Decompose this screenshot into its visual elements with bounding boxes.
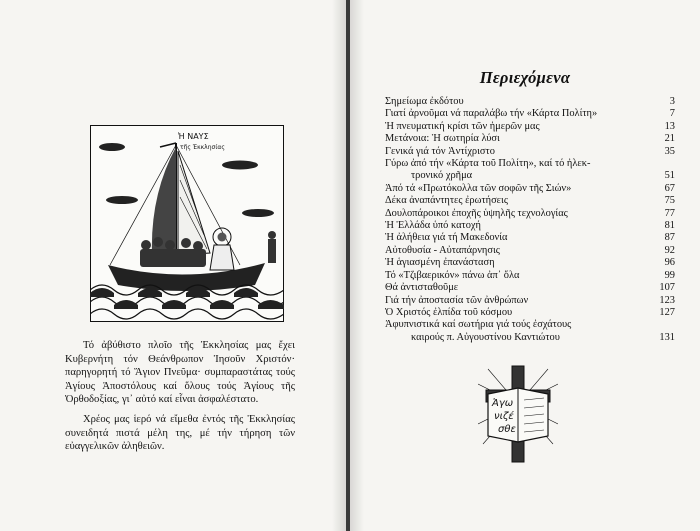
toc-item: Ἀπό τά «Πρωτόκολλα τῶν σοφῶν τῆς Σιών» 67 <box>385 182 675 194</box>
left-body-text <box>65 339 295 460</box>
toc-item: Θά ἀντισταθοῦμε 107 <box>385 282 675 294</box>
emblem-text-line1: Ἀγω <box>492 398 514 409</box>
toc-item: Ἀφυπνιστικά καί σωτήρια γιά τούς ἐσχάτους καιρούς π. Αὐγουστίνου Καντιώτου 131 <box>385 319 675 343</box>
toc-item: Ὁ Χριστός ἐλπίδα τοῦ κόσμου 127 <box>385 306 675 318</box>
emblem-text-line3: σθε <box>498 424 516 435</box>
toc-item: Ἡ ἁγιασμένη ἐπανάσταση 96 <box>385 257 675 269</box>
church-ship-illustration <box>90 125 284 322</box>
left-paragraph-2: Χρέος μας ἱερό νά εἴμεθα ἐντός τῆς Ἐκκλησίας συνειδητά πιστά μέλη της, μέ τήν τήρηση τῶν εὐαγγελικῶν ἀληθειῶν. <box>65 413 295 453</box>
toc-item: Γύρω ἀπό τήν «Κάρτα τοῦ Πολίτη», καί τό ἠλεκ- τρονικό χρῆμα 51 <box>385 158 675 182</box>
toc-item: Ἡ πνευματική κρίσι τῶν ἡμερῶν μας 13 <box>385 120 675 132</box>
illustration-caption-line1: Ἡ ΝΑΥΣ <box>178 132 209 141</box>
illustration-caption-line2: τῆς Ἐκκλησίας <box>180 144 225 151</box>
cross-book-emblem <box>478 364 558 464</box>
toc-item: Δέκα ἀναπάντητες ἐρωτήσεις 75 <box>385 195 675 207</box>
left-page <box>0 0 346 531</box>
right-page <box>350 0 700 531</box>
left-paragraph-1: Τό ἀβύθιστο πλοῖο τῆς Ἐκκλησίας μας ἔχει Κυβερνήτη τόν Θεάνθρωπον Ἰησοῦν Χριστόν· παρηγορητή τό Ἅγιον Πνεῦμα· συμπαραστάτας τούς Ἁγίους Ἀποστόλους καί ὅλους τούς Ἁγίους τῆς Ὀρθοδοξίας, γι᾿ αὐτό καί εἶναι ἀσφαλέστατο. <box>65 340 295 406</box>
toc-item: Γενικά γιά τόν Ἀντίχριστο 35 <box>385 145 675 157</box>
table-of-contents <box>385 96 675 344</box>
toc-item: Δουλοπάροικοι ἐποχῆς ὑψηλῆς τεχνολογίας 77 <box>385 207 675 219</box>
toc-item: Αὐτοθυσία - Αὐταπάρνησις 92 <box>385 244 675 256</box>
toc-item: Τό «Τζιβαερικόν» πάνω ἀπ᾿ ὅλα 99 <box>385 269 675 281</box>
toc-item: Σημείωμα ἐκδότου 3 <box>385 96 675 107</box>
toc-item: Γιατί ἀρνοῦμαι νά παραλάβω τήν «Κάρτα Πολίτη» 7 <box>385 108 675 120</box>
page-title: Περιεχόμενα <box>479 68 571 87</box>
toc-item: Μετάνοια: Ἡ σωτηρία λύσι 21 <box>385 133 675 145</box>
emblem-text-line2: νιζέ <box>494 411 514 422</box>
toc-item: Γιά τήν ἀποστασία τῶν ἀνθρώπων 123 <box>385 294 675 306</box>
toc-item: Ἡ Ἑλλάδα ὑπό κατοχή 81 <box>385 220 675 232</box>
toc-item: Ἡ ἀλήθεια γιά τή Μακεδονία 87 <box>385 232 675 244</box>
